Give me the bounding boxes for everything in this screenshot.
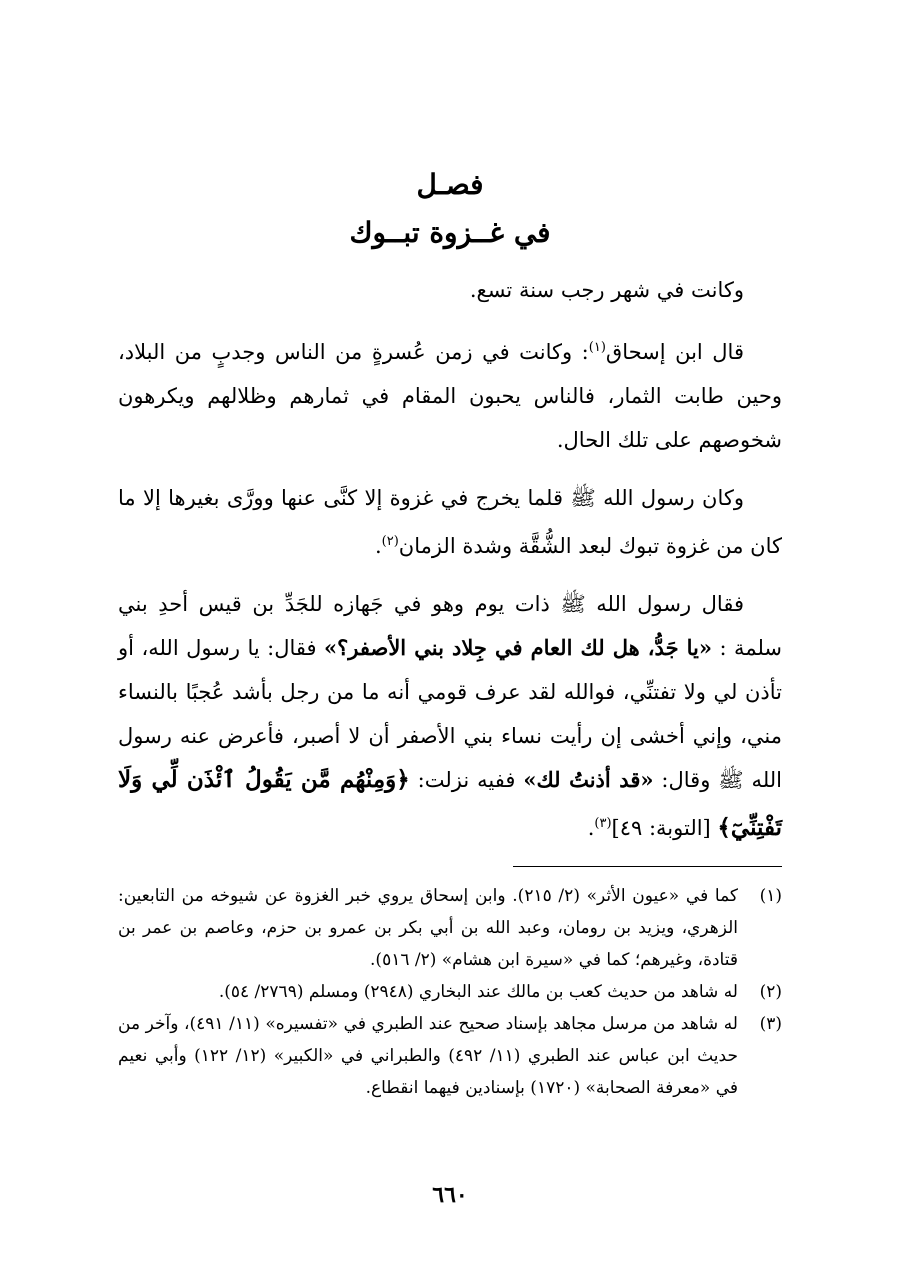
paragraph-3-text: وكان رسول الله ﷺ قلما يخرج في غزوة إلا كنَّى عنها وورَّى بغيرها إلا ما كان من غزوة تبوك لبعد الشُّقَّة وشدة الزمان	[118, 486, 782, 558]
footnote-text: كما في «عيون الأثر» (٢/ ٢١٥). وابن إسحاق يروي خبر الغزوة عن شيوخه من التابعين: الزهري، ويزيد بن رومان، وعبد الله بن أبي بكر بن عمرو بن حزم، وعاصم بن عمر بن قتادة، وغيرهم؛ كما في «سيرة ابن هشام» (٢/ ٥١٦).	[118, 886, 738, 970]
paragraph-4-text-b: فقال: يا رسول الله، أو تأذن لي ولا تفتنِّي، فوالله لقد عرف قومي أنه ما من رجل بأشد عُجبًا بالنساء مني، وإني أخشى إن رأيت نساء بني الأصفر أن لا أصبر، فأعرض عنه رسول الله ﷺ وقال:	[118, 636, 782, 792]
footnote-number: (٣)	[759, 1014, 782, 1034]
paragraph-2-text-a: قال ابن إسحاق	[605, 340, 744, 364]
footnote-text: له شاهد من حديث كعب بن مالك عند البخاري (٢٩٤٨) ومسلم (٢٧٦٩/ ٥٤).	[218, 982, 738, 1002]
section-subtitle: في غــزوة تبــوك	[349, 216, 551, 249]
page-number: ٦٦٠	[432, 1182, 468, 1208]
paragraph-2-text-b: : وكانت في زمن عُسرةٍ من الناس وجدبٍ من البلاد، وحين طابت الثمار، فالناس يحبون المقام في ثمارهم وظلالهم ويكرهون شخوصهم على تلك الحال.	[118, 340, 782, 452]
footnote-ref-1[interactable]: (١)	[588, 340, 606, 355]
paragraph-4-text-a: فقال رسول الله ﷺ ذات يوم وهو في جَهازه للجَدِّ بن قيس أحدِ بني سلمة :	[118, 592, 783, 660]
footnotes	[118, 880, 782, 1104]
paragraph-2	[118, 326, 782, 462]
paragraph-3-end: .	[374, 534, 382, 558]
footnote-number: (٢)	[759, 982, 782, 1002]
footnote	[118, 976, 782, 1008]
footnote-number: (١)	[759, 886, 782, 906]
verse-citation: [التوبة: ٤٩]	[611, 816, 718, 840]
paragraph-1	[118, 268, 782, 312]
paragraph-3	[118, 476, 782, 568]
footnote-text: له شاهد من مرسل مجاهد بإسناد صحيح عند الطبري في «تفسيره» (١١/ ٤٩١)، وآخر من حديث ابن عباس عند الطبري (١١/ ٤٩٢) والطبراني في «الكبير» (١٢/ ١٢٢) وأبي نعيم في «معرفة الصحابة» (١٧٢٠) بإسنادين فيهما انقطاع.	[118, 1014, 738, 1098]
main-text	[118, 268, 782, 864]
paragraph-1-text: وكانت في شهر رجب سنة تسع.	[469, 278, 744, 302]
footnote-divider	[513, 866, 782, 867]
footnote-ref-3[interactable]: (٣)	[594, 816, 612, 831]
paragraph-4-text-c: ففيه نزلت:	[409, 768, 524, 792]
footnote-ref-2[interactable]: (٢)	[381, 534, 399, 549]
section-title: فصـل	[416, 168, 484, 201]
prophet-quote-1: «يا جَدُّ، هل لك العام في جِلاد بني الأصفر؟»	[324, 635, 713, 660]
paragraph-4-end: .	[587, 816, 595, 840]
footnote	[118, 880, 782, 976]
prophet-quote-2: «قد أذنتُ لك»	[523, 767, 654, 792]
footnote	[118, 1008, 782, 1104]
quran-verse: ﴿وَمِنْهُم مَّن يَقُولُ ٱئْذَن لِّي وَلَا تَفْتِنِّيٓ﴾	[118, 766, 782, 841]
paragraph-4	[118, 582, 782, 850]
